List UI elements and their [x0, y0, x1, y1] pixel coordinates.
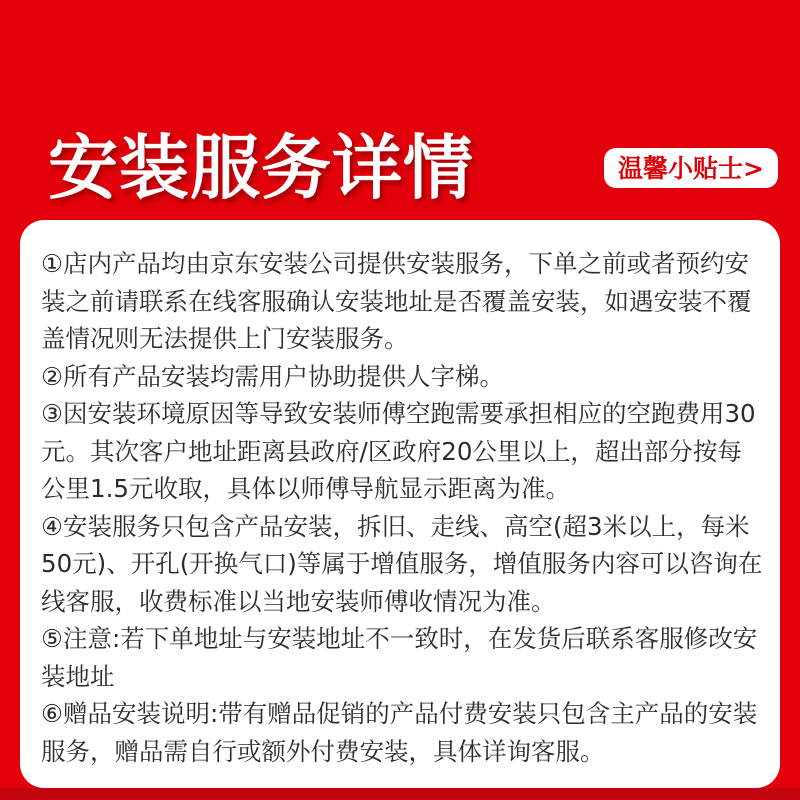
service-terms-card — [20, 220, 780, 788]
tips-badge-button[interactable]: 温馨小贴士> — [604, 148, 778, 188]
service-term-paragraph-2: ②所有产品安装均需用户协助提供人字梯。 — [41, 361, 504, 391]
service-term-paragraph-3: ③因安装环境原因等导致安装师傅空跑需要承担相应的空跑费用30元。其次客户地址距离县政府/区政府20公里以上，超出部分按每公里1.5元收取，具体以师傅导航显示距离为准。 — [41, 399, 756, 503]
service-term-paragraph-1: ①店内产品均由京东安装公司提供安装服务，下单之前或者预约安装之前请联系在线客服确认安装地址是否覆盖安装，如遇安装不覆盖情况则无法提供上门安装服务。 — [41, 249, 752, 353]
page-title: 安装服务详情 — [48, 127, 474, 209]
service-term-paragraph-6: ⑥赠品安装说明:带有赠品促销的产品付费安装只包含主产品的安装服务，赠品需自行或额外付费安装，具体详询客服。 — [41, 699, 758, 766]
header — [0, 0, 800, 220]
service-term-paragraph-4: ④安装服务只包含产品安装，拆旧、走线、高空(超3米以上，每米50元)、开孔(开换气口)等属于增值服务，增值服务内容可以咨询在线客服，收费标准以当地安装师傅收情况为准。 — [41, 511, 763, 616]
bottom-divider — [0, 788, 800, 800]
service-term-paragraph-5: ⑤注意:若下单地址与安装地址不一致时，在发货后联系客服修改安装地址 — [41, 624, 758, 691]
